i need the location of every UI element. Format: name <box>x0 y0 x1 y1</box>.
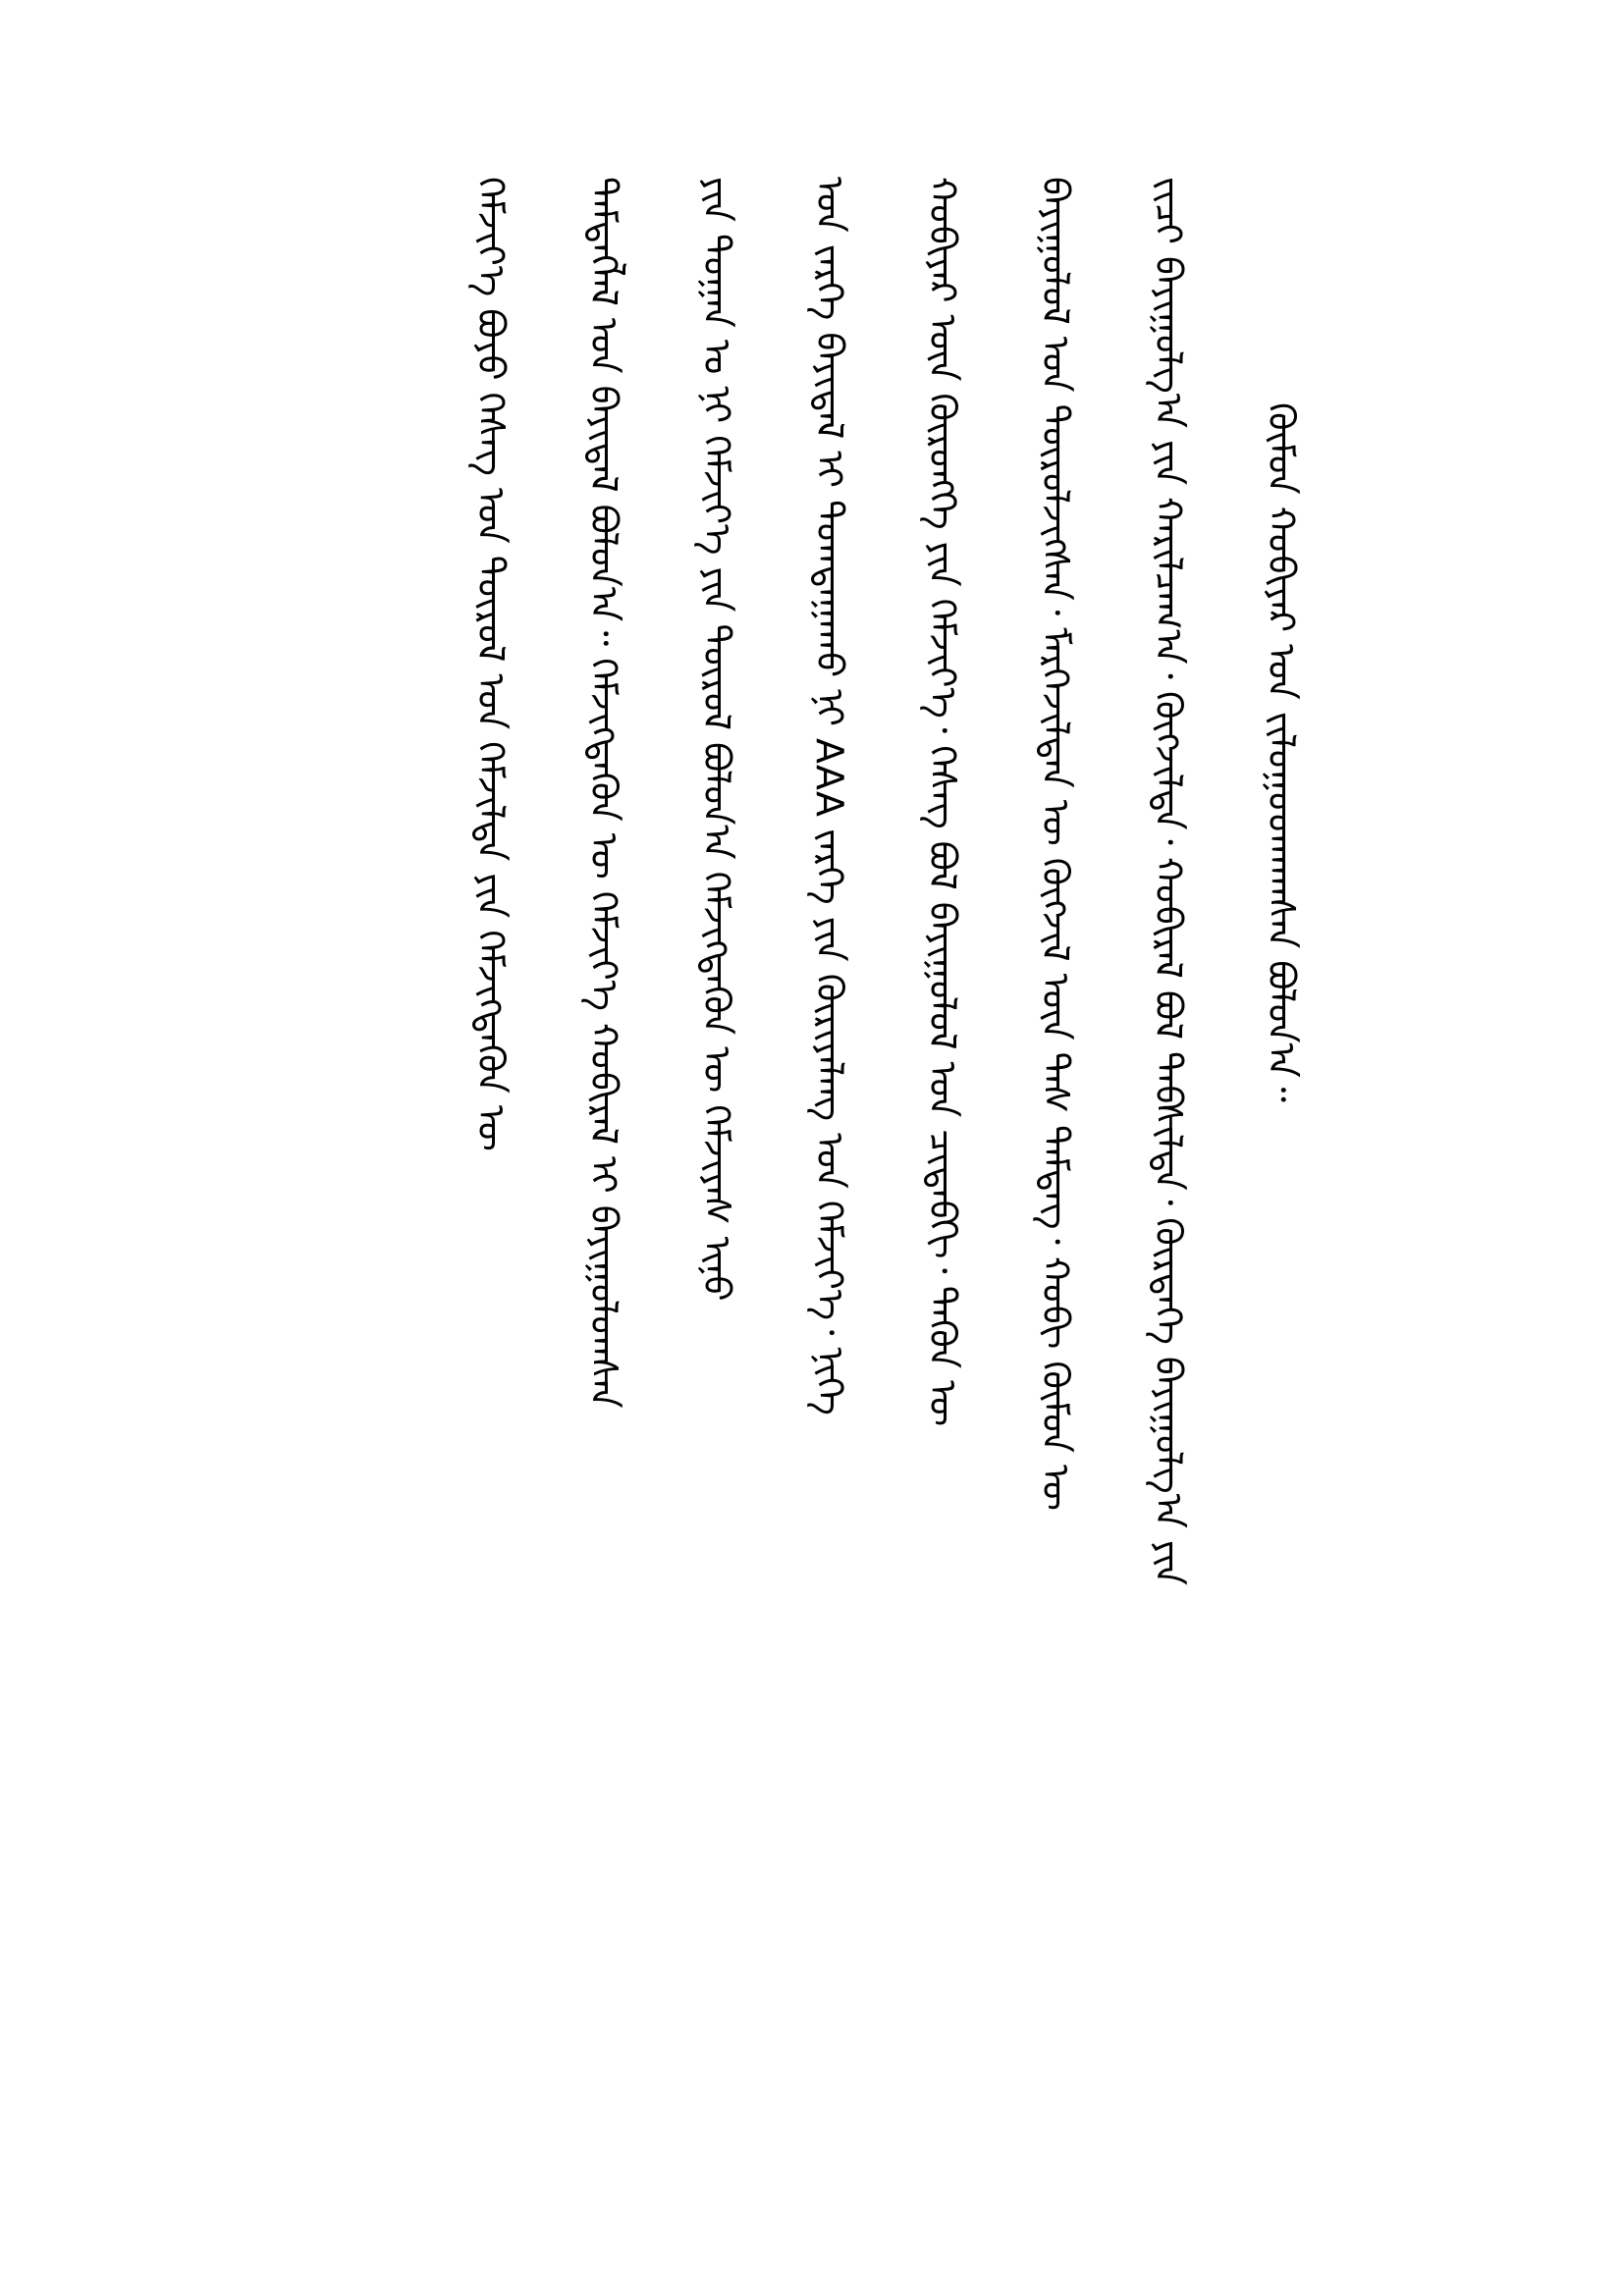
text-line-8: ᠬᠡᠮᠵᠢᠶ᠎ᠡ ᠪᠤᠶᠤ ᠬᠡᠰᠡᠭ ᠤᠨ ᠲᠥᠷᠦᠯ ᠤᠨ ᠬᠡᠮᠵᠢᠯᠲᠡ ᠶᠢᠨ ᠬᠡᠮᠵᠢᠭᠳᠡᠬᠦᠨ ᠦ <box>469 177 513 1151</box>
text-line-3: ᠪᠠᠶᠢᠭᠤᠯᠤᠯ ᠤᠨ ᠲᠥᠷᠦᠯᠵᠢᠭᠰᠡᠨ᠂ ᠮᠡᠷᠭᠡᠵᠢᠯᠲᠡᠨ ᠦ ᠬᠥᠭᠵᠢᠯ ᠦᠨ ᠳᠡᠰ ᠲᠡᠮᠳᠡᠭ᠂ ᠬᠤᠪᠢ ᠬᠥᠮᠥᠨ ᠦ <box>1034 177 1077 1511</box>
text-line-7: ᠲᠡᠮᠳᠡᠭᠯᠡᠯ ᠤᠨ ᠪᠠᠶᠢᠳᠠᠯ ᠪᠣᠯᠤᠨ᠎ᠠ᠃ ᠬᠡᠮᠵᠢᠭᠳᠡᠬᠦᠨ ᠦ ᠬᠡᠮᠵᠢᠶ᠎ᠡ ᠬᠤᠪᠢᠷᠠᠯ ᠢ ᠪᠠᠶᠢᠭᠤᠯᠤᠭᠰᠠᠨ <box>582 177 625 1409</box>
text-line-6: ᠶᠢᠨ ᠲᠣᠭᠠᠨ ᠤ ᠨᠢ ᠬᠡᠮᠵᠢᠶ᠎ᠡ ᠶᠢᠨ ᠲᠥᠷᠦᠯ ᠪᠣᠯᠣᠨ᠎ᠠ ᠬᠡᠮᠵᠢᠭᠳᠡᠬᠦᠨ ᠦ ᠬᠡᠮᠵᠢᠶᠡᠰ ᠢᠨᠦ <box>695 177 738 1302</box>
vertical-text-block <box>406 177 1310 2091</box>
text-line-5: ᠤᠨ ᠵᠡᠷᠭᠡ ᠪᠠᠶᠢᠳᠠᠯ ᠢ ᠲᠣᠭᠲᠠᠭᠠᠬᠤ ᠨᠢ AAA ᠵᠡᠷᠭᠡ ᠶᠢᠨ ᠬᠦᠷᠢᠶᠡᠯᠡᠩ ᠤᠨ ᠬᠡᠮᠵᠢᠶ᠎ᠡ᠂ ᠨᠢᠭᠡ <box>808 177 851 1415</box>
text-line-2: ᠵᠢᠴᠢ ᠪᠠᠶᠢᠭᠤᠯᠭ᠎ᠠ ᠶᠢᠨ ᠬᠠᠷᠢᠯᠴᠠᠭ᠎ᠠ᠂ ᠬᠦᠭᠵᠢᠯᠲᠡ᠂ ᠬᠤᠪᠢᠷᠠᠯ ᠪᠣᠯ ᠳᠡᠪᠰᠢᠯᠲᠡ᠂ ᠬᠦᠷᠲᠡᠭᠡ ᠪᠠᠶᠢᠭᠤᠯᠭ᠎ᠠ ᠶᠢᠨ <box>1147 177 1190 1585</box>
text-line-1: ᠬᠦᠮᠦᠨ ᠬᠤᠪᠢᠶᠠᠷ ᠤᠨ ᠵᠢᠯᠤᠭᠤᠳᠬᠠᠭᠰᠠᠨ ᠪᠣᠯᠤᠨ᠎ᠠ᠃ <box>1260 402 1303 1102</box>
text-line-4: ᠬᠤᠪᠢᠶᠠᠷ ᠦᠨ ᠬᠥᠷᠥᠩᠭᠡ ᠶᠢᠨ ᠬᠡᠮᠵᠢᠶ᠎ᠡ᠂ ᠬᠡᠰᠡᠭ ᠪᠣᠯ ᠪᠠᠶᠢᠭᠤᠯᠤᠯ ᠤᠨ ᠴᠢᠳᠠᠪᠬᠢ᠂ ᠲᠡᠭᠦᠨ ᠦ <box>921 177 964 1427</box>
